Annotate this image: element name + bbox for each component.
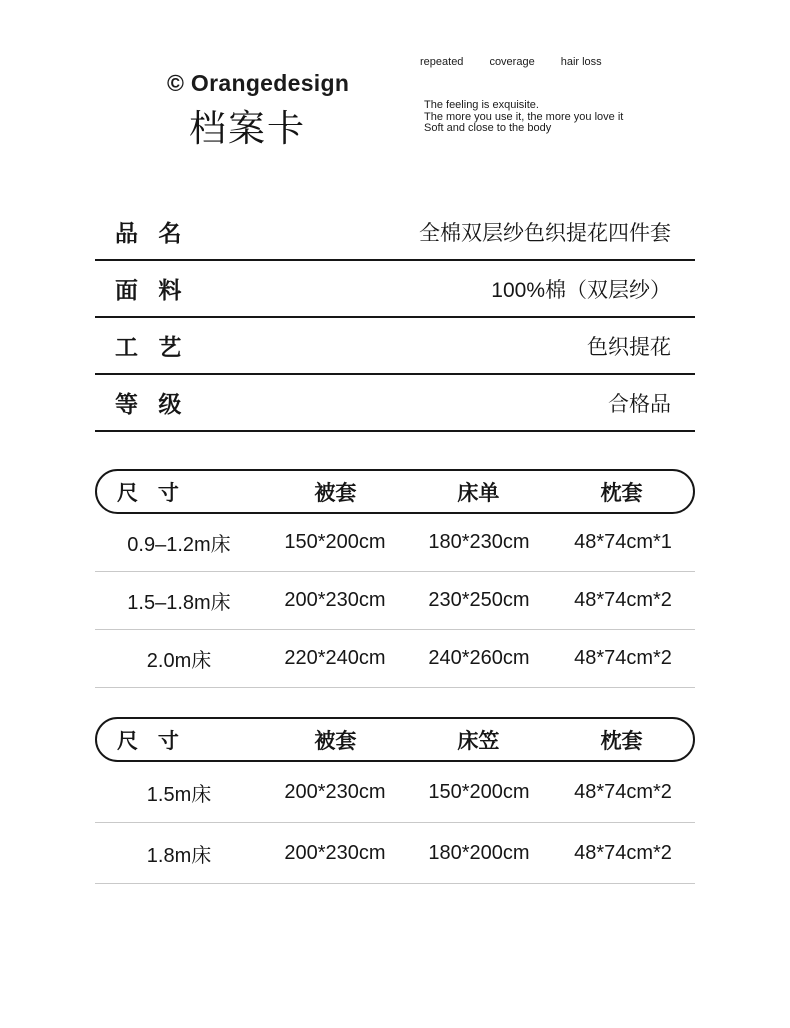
header-cell-size: 尺 寸: [117, 729, 179, 753]
cell-pillowcase: 48*74cm*1: [574, 531, 672, 553]
keyword-item: hair loss: [560, 56, 602, 68]
spec-label: 面 料: [115, 277, 182, 303]
cell-bed-size: 1.5–1.8m床: [127, 592, 231, 614]
spec-row-fabric: [95, 261, 695, 318]
cell-pillowcase: 48*74cm*2: [574, 647, 672, 669]
cell-bed-size: 2.0m床: [146, 650, 212, 672]
table-row: [95, 630, 695, 688]
spec-row-craft: [95, 318, 695, 375]
brand-logo: © Orangedesign: [167, 70, 350, 96]
cell-duvet-cover: 200*230cm: [284, 841, 386, 864]
keywords-list: [420, 56, 602, 68]
page-title: 档案卡: [189, 109, 306, 150]
spec-label: 品 名: [115, 220, 182, 246]
cell-bed-size: 1.8m床: [146, 844, 212, 867]
tagline-line: The feeling is exquisite.: [424, 99, 539, 111]
keyword-item: repeated: [420, 56, 464, 68]
header-cell-pillowcase: 枕套: [600, 729, 643, 753]
cell-bed-sheet: 240*260cm: [428, 647, 530, 669]
spec-value: 全棉双层纱色织提花四件套: [419, 221, 671, 245]
table-row: [95, 823, 695, 884]
cell-pillowcase: 48*74cm*2: [574, 780, 672, 803]
spec-row-product-name: [95, 204, 695, 261]
keyword-item: coverage: [489, 56, 535, 68]
tagline-line: The more you use it, the more you love it: [424, 110, 624, 123]
header-cell-bed-sheet: 床单: [457, 481, 500, 505]
tagline: [424, 100, 623, 135]
spec-value: 色织提花: [587, 335, 671, 359]
header-cell-duvet-cover: 被套: [314, 481, 357, 505]
header-cell-size: 尺 寸: [117, 481, 179, 505]
cell-duvet-cover: 220*240cm: [284, 647, 386, 669]
spec-row-grade: [95, 375, 695, 432]
spec-label: 工 艺: [115, 334, 182, 360]
cell-fitted-sheet: 180*200cm: [428, 841, 530, 864]
cell-pillowcase: 48*74cm*2: [574, 841, 672, 864]
spec-value: 100%棉（双层纱）: [491, 278, 671, 302]
table-header-pill: [95, 469, 695, 514]
cell-bed-size: 1.5m床: [146, 783, 212, 806]
cell-duvet-cover: 200*230cm: [284, 589, 386, 611]
size-table-fitted-set: [95, 717, 695, 884]
size-table-sheet-set: [95, 469, 695, 688]
specs-section: [95, 204, 695, 432]
spec-label: 等 级: [115, 391, 182, 417]
header-cell-pillowcase: 枕套: [600, 481, 643, 505]
table-row: [95, 762, 695, 823]
cell-duvet-cover: 150*200cm: [284, 531, 386, 553]
header-cell-fitted-sheet: 床笠: [457, 729, 500, 753]
cell-pillowcase: 48*74cm*2: [574, 589, 672, 611]
cell-bed-sheet: 230*250cm: [428, 589, 530, 611]
table-row: [95, 514, 695, 572]
cell-fitted-sheet: 150*200cm: [428, 780, 530, 803]
table-header-pill: [95, 717, 695, 762]
cell-duvet-cover: 200*230cm: [284, 780, 386, 803]
tagline-line: Soft and close to the body: [424, 122, 552, 134]
cell-bed-size: 0.9–1.2m床: [127, 534, 231, 556]
cell-bed-sheet: 180*230cm: [428, 531, 530, 553]
spec-value: 合格品: [608, 392, 671, 416]
table-row: [95, 572, 695, 630]
main-content: [95, 204, 695, 884]
header-cell-duvet-cover: 被套: [314, 729, 357, 753]
